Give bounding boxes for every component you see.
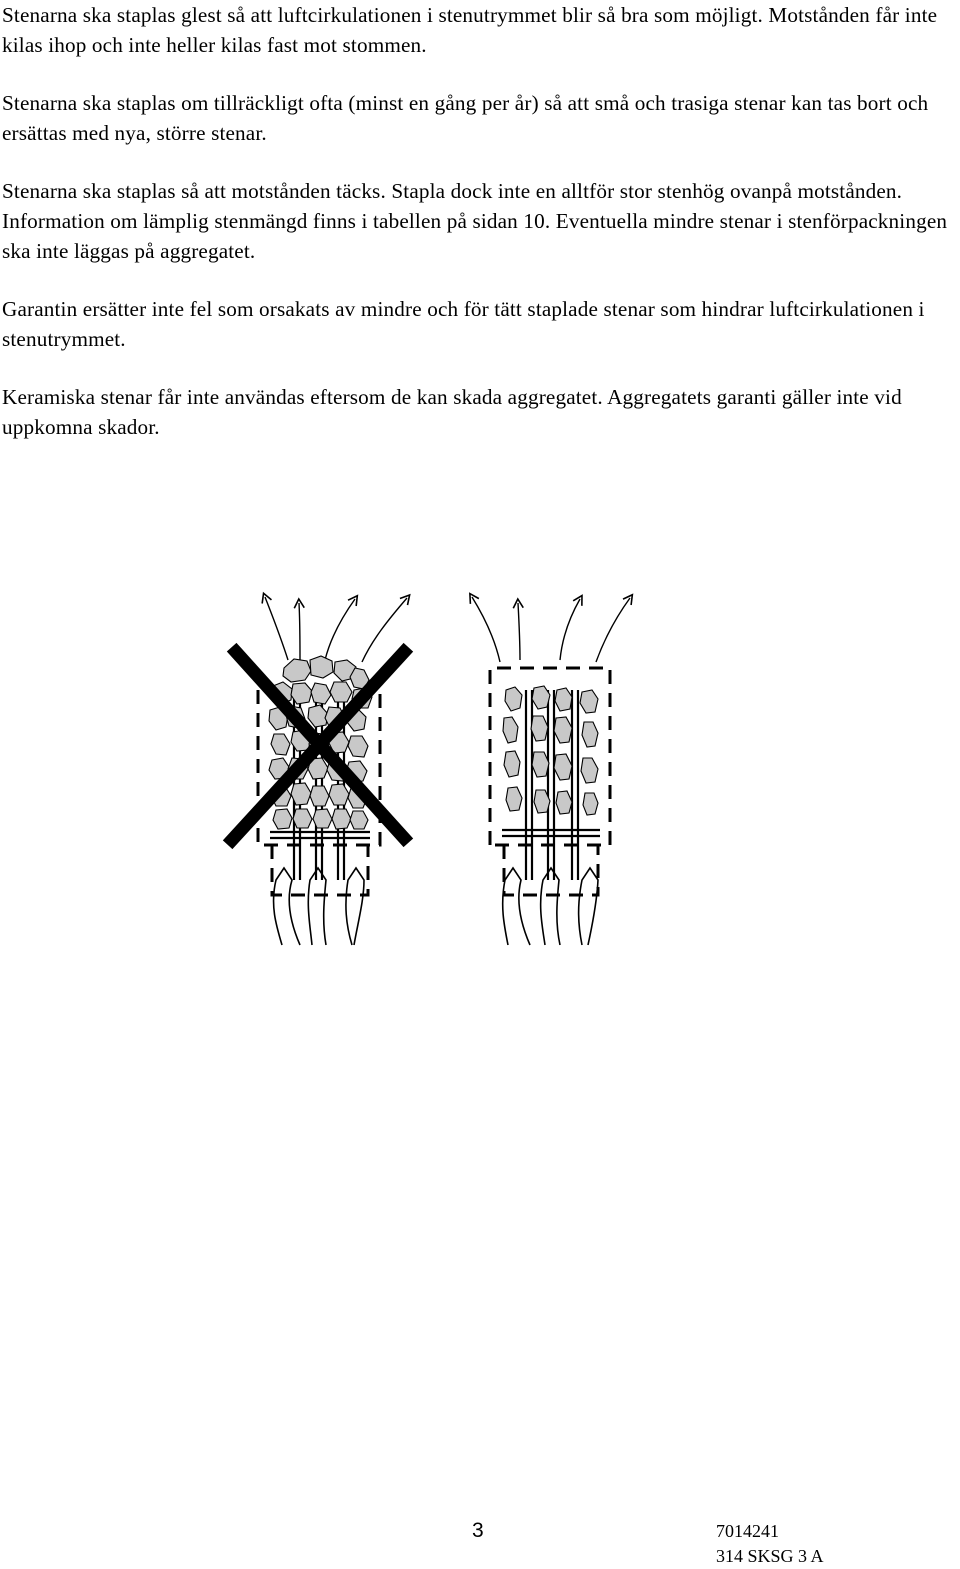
paragraph-ceramic-stones: Keramiska stenar får inte användas eftersom de kan skada aggregatet. Aggregatets garanti gäller inte vid uppkomna skador. [2, 385, 902, 439]
paragraph-cover-elements: Stenarna ska staplas så att motstånden täcks. Stapla dock inte en alltför stor stenhög ovanpå motstånden. Information om lämplig stenmängd finns i tabellen på sidan 10. Eventuella mindre stenar i stenförpackningen ska inte läggas på aggregatet. [2, 179, 948, 263]
hot-air-outflow-arrows [472, 597, 630, 662]
stone-pile-loose [503, 686, 598, 815]
hot-air-outflow-arrows [265, 597, 407, 662]
cold-air-inflow-arrows [274, 868, 364, 945]
document-id [716, 1519, 824, 1569]
correct-stacking-diagram [472, 597, 630, 945]
document-number: 7014241 [716, 1521, 779, 1541]
stone-stacking-figure [0, 580, 960, 960]
paragraph-warranty: Garantin ersätter inte fel som orsakats av mindre och för tätt staplade stenar som hindrar luftcirkulationen i stenutrymmet. [2, 297, 925, 351]
document-code: 314 SKSG 3 A [716, 1546, 824, 1566]
cold-air-inflow-arrows [503, 868, 598, 945]
incorrect-stacking-diagram [232, 597, 407, 945]
page-number: 3 [472, 1519, 484, 1542]
paragraph-restack-yearly: Stenarna ska staplas om tillräckligt ofta (minst en gång per år) så att små och trasiga stenar kan tas bort och ersättas med nya, större stenar. [2, 91, 929, 145]
body-text [2, 0, 960, 442]
paragraph-stacking-loosely: Stenarna ska staplas glest så att luftcirkulationen i stenutrymmet blir så bra som möjligt. Motstånden får inte kilas ihop och inte heller kilas fast mot stommen. [2, 3, 938, 57]
heating-elements [502, 690, 600, 880]
